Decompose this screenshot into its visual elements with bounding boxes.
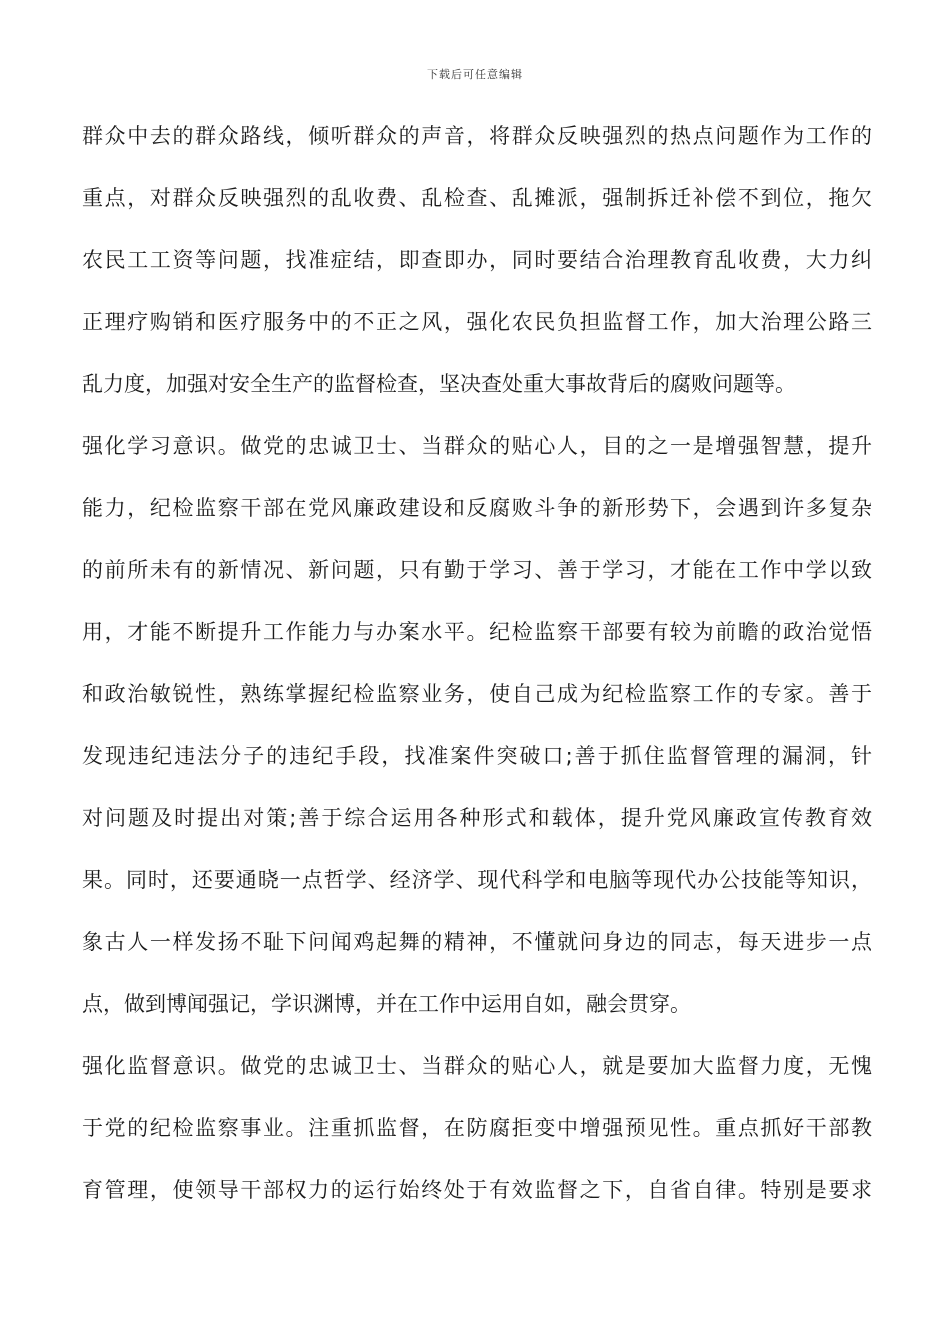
text-line: 育管理，使领导干部权力的运行始终处于有效监督之下，自省自律。特别是要求 — [82, 1178, 872, 1202]
text-line: 群众中去的群众路线，倾听群众的声音，将群众反映强烈的热点问题作为工作的 — [82, 124, 872, 148]
text-line: 对问题及时提出对策;善于综合运用各种形式和载体，提升党风廉政宣传教育效 — [82, 806, 872, 830]
text-line: 用，才能不断提升工作能力与办案水平。纪检监察干部要有较为前瞻的政治觉悟 — [82, 620, 872, 644]
text-line: 乱力度，加强对安全生产的监督检查，坚决查处重大事故背后的腐败问题等。 — [82, 372, 796, 396]
text-line: 象古人一样发扬不耻下问闻鸡起舞的精神，不懂就问身边的同志，每天进步一点 — [82, 930, 872, 954]
page-header-note: 下载后可任意编辑 — [427, 68, 523, 81]
text-line: 的前所未有的新情况、新问题，只有勤于学习、善于学习，才能在工作中学以致 — [82, 558, 872, 582]
text-line: 重点，对群众反映强烈的乱收费、乱检查、乱摊派，强制拆迁补偿不到位，拖欠 — [82, 186, 872, 210]
text-line: 能力，纪检监察干部在党风廉政建设和反腐败斗争的新形势下，会遇到许多复杂 — [82, 496, 872, 520]
text-line: 于党的纪检监察事业。注重抓监督，在防腐拒变中增强预见性。重点抓好干部教 — [82, 1116, 872, 1140]
text-line: 点，做到博闻强记，学识渊博，并在工作中运用自如，融会贯穿。 — [82, 992, 691, 1016]
text-line: 正理疗购销和医疗服务中的不正之风，强化农民负担监督工作，加大治理公路三 — [82, 310, 872, 334]
text-line: 和政治敏锐性，熟练掌握纪检监察业务，使自己成为纪检监察工作的专家。善于 — [82, 682, 872, 706]
text-line: 强化监督意识。做党的忠诚卫士、当群众的贴心人，就是要加大监督力度，无愧 — [82, 1054, 872, 1078]
text-line: 果。同时，还要通晓一点哲学、经济学、现代科学和电脑等现代办公技能等知识， — [82, 868, 872, 892]
text-line: 农民工工资等问题，找准症结，即查即办，同时要结合治理教育乱收费，大力纠 — [82, 248, 872, 272]
text-line: 发现违纪违法分子的违纪手段，找准案件突破口;善于抓住监督管理的漏洞，针 — [82, 744, 872, 768]
document-body — [82, 120, 872, 1236]
text-line: 强化学习意识。做党的忠诚卫士、当群众的贴心人，目的之一是增强智慧，提升 — [82, 434, 872, 458]
